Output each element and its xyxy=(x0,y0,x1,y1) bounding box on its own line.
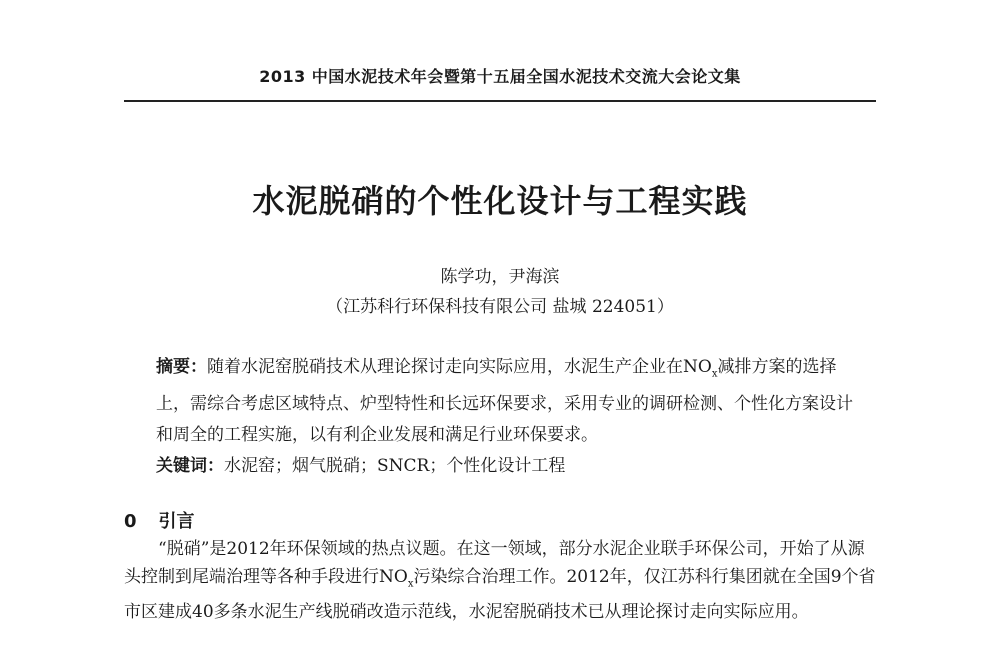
section-heading xyxy=(124,507,195,533)
section-body xyxy=(124,535,876,626)
paper-authors: 陈学功，尹海滨 xyxy=(440,267,560,287)
body-text-2: 污染综合治理工作。2012年，仅江苏科行集团就在全国9个省市区建成40多条水泥生产线脱硝改造示范线，水泥窑脱硝技术已从理论探讨走向实际应用。 xyxy=(124,567,876,623)
abstract-sub: x xyxy=(711,368,718,380)
paper-title: 水泥脱硝的个性化设计与工程实践 xyxy=(252,182,748,220)
section-number: 0 xyxy=(124,511,137,532)
keywords-paragraph xyxy=(156,451,856,482)
paper-affiliation: （江苏科行环保科技有限公司 盐城 224051） xyxy=(326,297,674,317)
abstract-text-1: 随着水泥窑脱硝技术从理论探讨走向实际应用，水泥生产企业在NO xyxy=(207,357,712,377)
keywords-label: 关键词： xyxy=(156,456,224,477)
abstract-label: 摘要： xyxy=(156,357,207,377)
running-header: 2013 中国水泥技术年会暨第十五届全国水泥技术交流大会论文集 xyxy=(259,67,741,86)
body-sub: x xyxy=(407,578,414,590)
section-title: 引言 xyxy=(158,511,195,532)
header-rule xyxy=(124,100,876,102)
keywords-text: 水泥窑；烟气脱硝；SNCR；个性化设计工程 xyxy=(224,456,566,477)
body-text-1: “脱硝”是2012年环保领域的热点议题。在这一领域，部分水泥企业联手环保公司，开始了从源头控制到尾端治理等各种手段进行NO xyxy=(124,539,865,587)
abstract-paragraph xyxy=(156,352,856,451)
abstract-text-2: 减排方案的选择上，需综合考虑区域特点、炉型特性和长远环保要求，采用专业的调研检测、个性化方案设计和周全的工程实施，以有利企业发展和满足行业环保要求。 xyxy=(156,357,853,446)
abstract-block xyxy=(156,352,856,482)
